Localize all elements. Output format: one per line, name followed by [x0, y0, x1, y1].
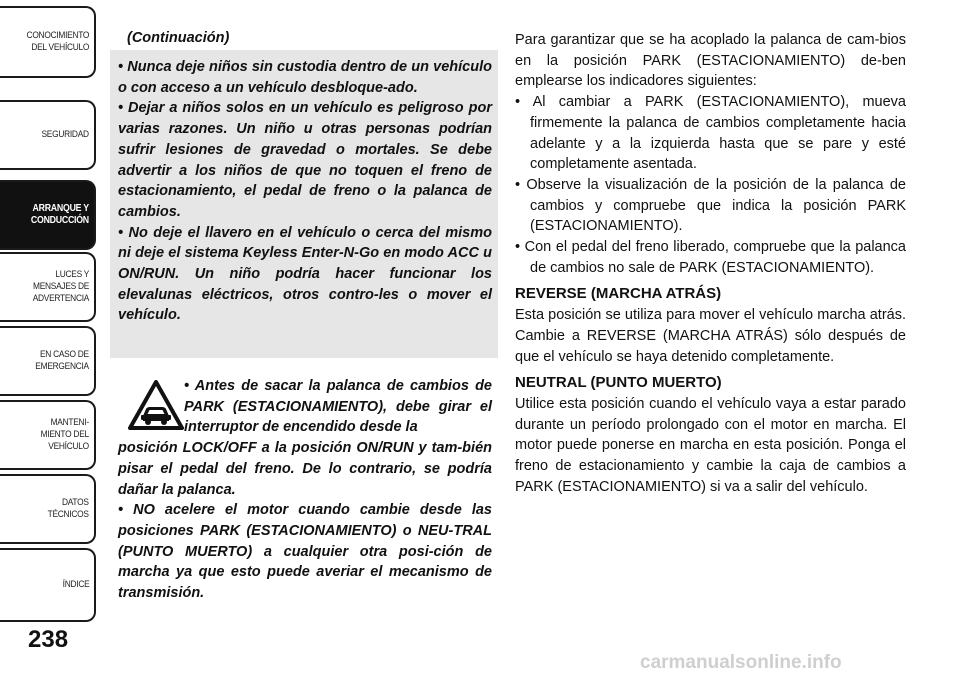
tab-en-caso-de-emergencia[interactable] — [0, 326, 96, 396]
tab-mantenimiento-del-vehiculo[interactable] — [0, 400, 96, 470]
caution-item-first-continued: posición LOCK/OFF a la posición ON/RUN y tam-bién pisar el pedal del freno. De lo contrario, se podría dañar la palanca. — [118, 440, 492, 498]
tab-label: ARRANQUE Y CONDUCCIÓN — [31, 203, 89, 226]
caution-text — [118, 376, 492, 604]
watermark: carmanualsonline.info — [640, 652, 842, 673]
tab-luces-y-mensajes[interactable] — [0, 252, 96, 322]
warning-text — [118, 57, 492, 326]
intro-paragraph: Para garantizar que se ha acoplado la palanca de cam-bios en la posición PARK (ESTACIONAMIENTO) de-ben emplearse los indicadores siguientes: — [515, 32, 906, 90]
tab-conocimiento-del-vehiculo[interactable] — [0, 6, 96, 78]
tab-label: DATOS TÉCNICOS — [47, 497, 89, 520]
continuation-label: (Continuación) — [127, 30, 230, 46]
warning-item: • No deje el llavero en el vehículo o cerca del mismo ni deje el sistema Keyless Enter-N-Go en modo ACC u ON/RUN. Un niño podría hacer funcionar los elevalunas eléctricos, otros contro-les o mover el vehículo. — [118, 224, 492, 324]
warning-item: • Nunca deje niños sin custodia dentro de un vehículo o con acceso a un vehículo desbloque-ado. — [118, 59, 492, 96]
tab-label: MANTENI- MIENTO DEL VEHÍCULO — [40, 417, 89, 452]
caution-item-first: • Antes de sacar la palanca de cambios de PARK (ESTACIONAMIENTO), debe girar el interruptor de encendido desde la — [184, 378, 492, 436]
list-item: • Con el pedal del freno liberado, compruebe que la palanca de cambios no sale de PARK (ESTACIONAMIENTO). — [515, 239, 906, 276]
main-text-column — [515, 30, 906, 497]
reverse-paragraph: Esta posición se utiliza para mover el vehículo marcha atrás. Cambie a REVERSE (MARCHA ATRÁS) sólo después de que el vehículo se haya detenido completamente. — [515, 307, 906, 365]
section-tabs — [0, 0, 100, 678]
tab-label: LUCES Y MENSAJES DE ADVERTENCIA — [32, 269, 89, 304]
page-number: 238 — [28, 626, 69, 653]
tab-label: ÍNDICE — [62, 579, 89, 590]
tab-label: CONOCIMIENTO DEL VEHÍCULO — [26, 30, 89, 53]
warning-item: • Dejar a niños solos en un vehículo es peligroso por varias razones. Un niño u otras personas podrían sufrir lesiones de gravedad o mortales. Se debe advertir a los niños de que no toquen el freno de estacionamiento, el pedal de freno o la palanca de cambios. — [118, 100, 492, 220]
tab-seguridad[interactable] — [0, 100, 96, 170]
list-item: • Al cambiar a PARK (ESTACIONAMIENTO), mueva firmemente la palanca de cambios completamente hacia adelante y a la izquierda hasta que se pare y esté completamente asentada. — [515, 94, 906, 173]
list-item: • Observe la visualización de la posición de la palanca de cambios y compruebe que indica la posición PARK (ESTACIONAMIENTO). — [515, 176, 906, 235]
tab-arranque-y-conduccion[interactable] — [0, 180, 96, 250]
tab-label: EN CASO DE EMERGENCIA — [35, 349, 89, 372]
neutral-heading: NEUTRAL (PUNTO MUERTO) — [515, 374, 722, 392]
neutral-paragraph: Utilice esta posición cuando el vehículo vaya a estar parado durante un período prolongado con el motor en marcha. El motor puede ponerse en marcha en esta posición. Ponga el freno de estacionamiento y cambie la caja de cambios a PARK (ESTACIONAMIENTO) si va a salir del vehículo. — [515, 395, 906, 495]
tab-datos-tecnicos[interactable] — [0, 474, 96, 544]
reverse-heading: REVERSE (MARCHA ATRÁS) — [515, 285, 722, 303]
caution-item-second: • NO acelere el motor cuando cambie desde las posiciones PARK (ESTACIONAMIENTO) o NEU-TRAL (PUNTO MUERTO) a cualquier otra posi-ción de marcha ya que esto puede averiar el mecanismo de transmisión. — [118, 502, 492, 602]
tab-indice[interactable] — [0, 548, 96, 622]
tab-label: SEGURIDAD — [41, 129, 89, 140]
